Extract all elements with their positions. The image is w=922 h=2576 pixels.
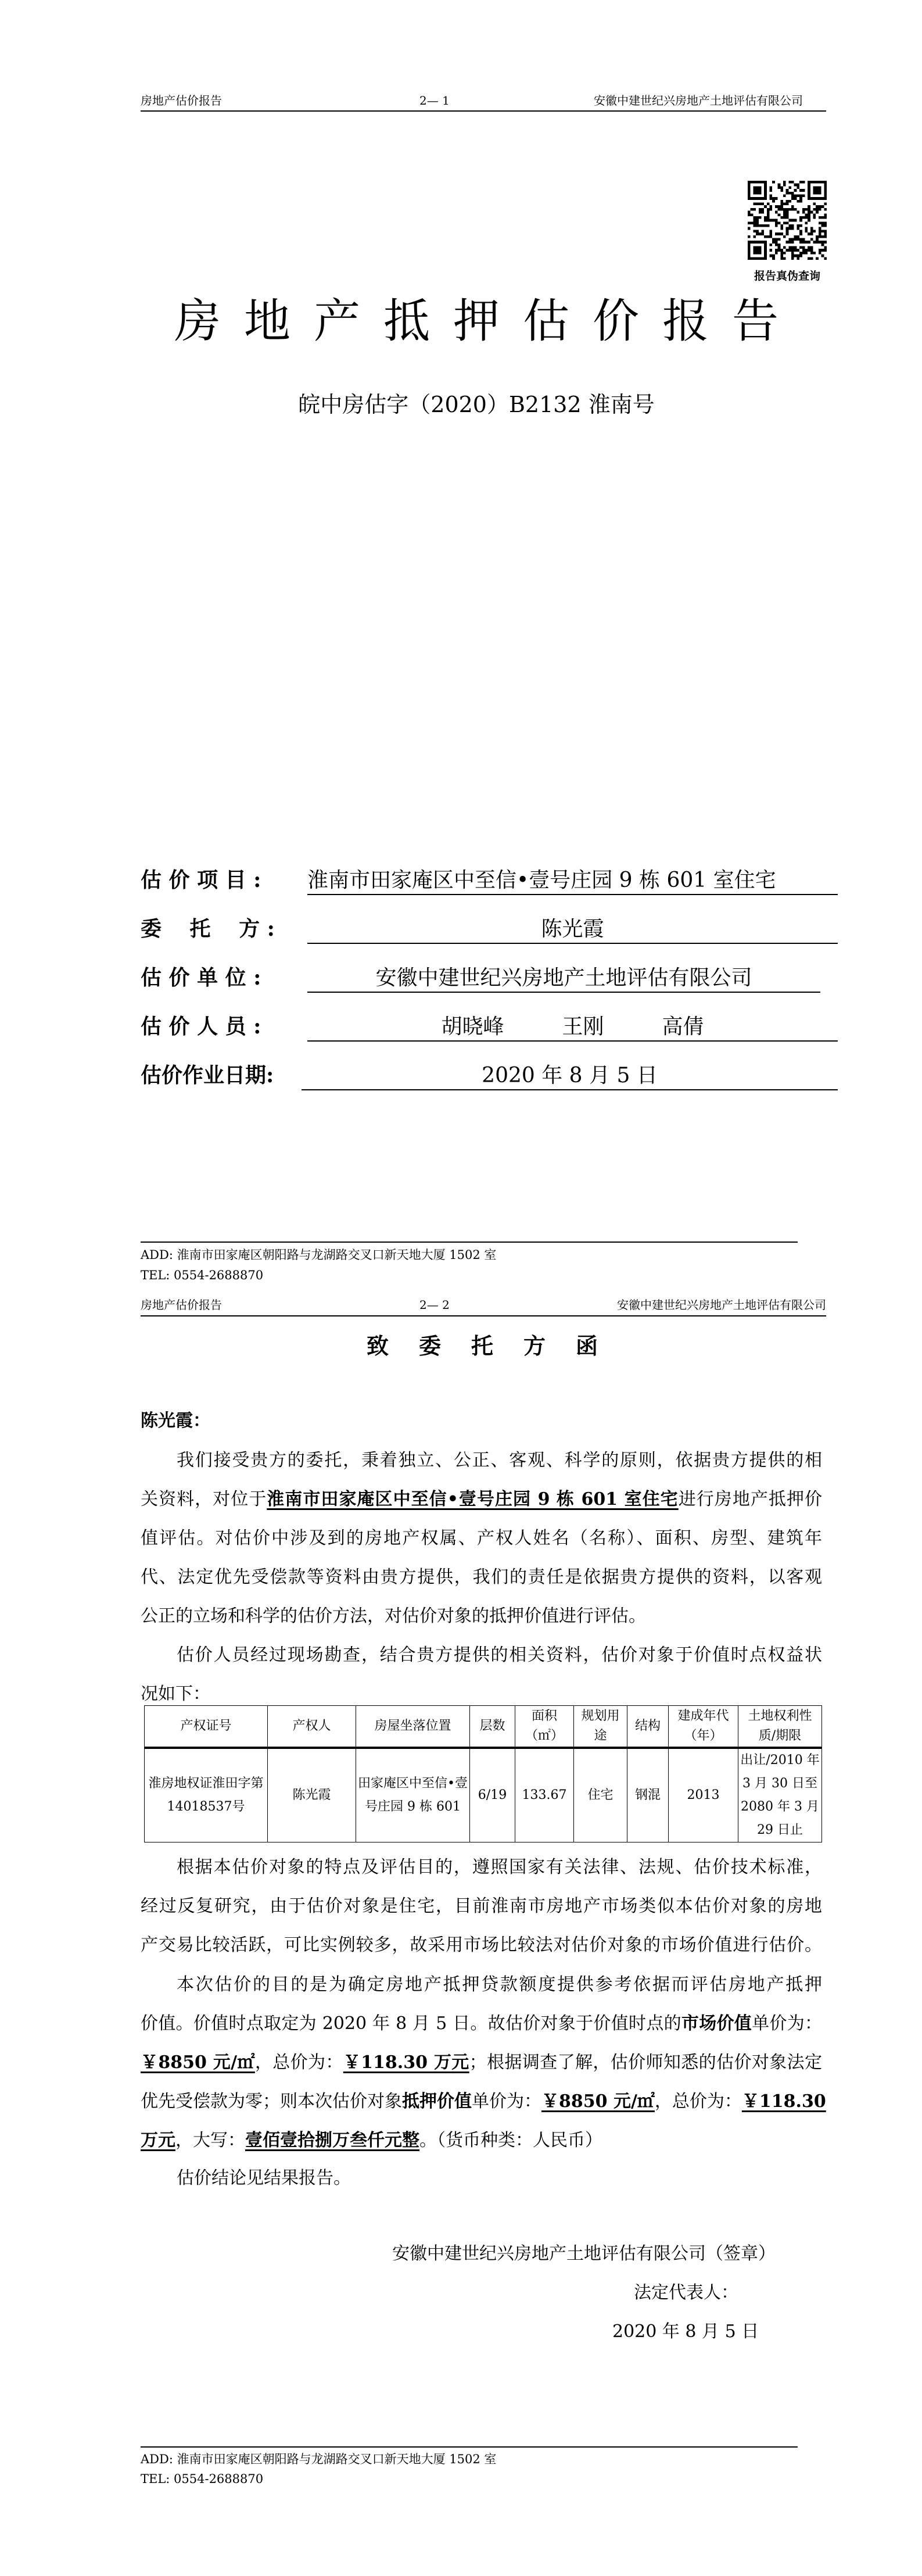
paragraph-line <box>141 2082 826 2121</box>
signature-company: 安徽中建世纪兴房地产土地评估有限公司（签章） <box>392 2244 776 2264</box>
paragraph-line <box>141 2159 822 2198</box>
text-segment: 代、法定优先受偿款等资料由贵方提供，我们的责任是依据贵方提供的资料，以客观 <box>141 1567 822 1587</box>
header-doc-type: 房地产估价报告 <box>141 94 222 108</box>
paragraph-line <box>141 1636 822 1675</box>
letter-salutation: 陈光霞： <box>141 1411 210 1431</box>
text-segment: 单价为： <box>752 2013 822 2034</box>
appraiser-name: 高倩 <box>662 1015 704 1039</box>
emphasized-text: ￥118.30 <box>741 2091 826 2112</box>
text-segment: 进行房地产抵押价 <box>678 1489 823 1509</box>
table-cell: 2013 <box>669 1748 738 1842</box>
paragraph-line <box>141 2121 822 2160</box>
text-segment: 产交易比较活跃，可比实例较多，故采用市场比较法对估价对象的市场价值进行估价。 <box>141 1935 822 1955</box>
header-page-number: 2— 1 <box>419 94 450 108</box>
footer-phone: TEL: 0554-2688870 <box>141 1268 264 1282</box>
table-header-row <box>145 1706 822 1748</box>
text-segment: 估价结论见结果报告。 <box>177 2168 351 2188</box>
table-cell: 出让/2010 年 3 月 30 日至 2080 年 3 月 29 日止 <box>738 1748 822 1842</box>
table-cell: 田家庵区中至信•壹号庄园 9 栋 601 <box>356 1748 470 1842</box>
field-value: 安徽中建世纪兴房地产土地评估有限公司 <box>307 965 820 993</box>
text-segment: ，大写： <box>175 2130 245 2151</box>
header-doc-type: 房地产估价报告 <box>141 1298 222 1312</box>
table-header-cell: 建成年代（年） <box>669 1706 738 1748</box>
text-segment: 价值。价值时点取定为 2020 年 8 月 5 日。故估价对象于价值时点的 <box>141 2013 681 2034</box>
header-company: 安徽中建世纪兴房地产土地评估有限公司 <box>594 94 803 108</box>
text-segment: 根据本估价对象的特点及评估目的，遵照国家有关法律、法规、估价技术标准， <box>177 1857 822 1877</box>
emphasized-text: 壹佰壹拾捌万叁仟元整 <box>245 2130 419 2151</box>
emphasized-text: ￥118.30 万元 <box>343 2052 469 2073</box>
paragraph-line <box>141 2043 822 2082</box>
text-segment: ，总价为： <box>654 2091 742 2112</box>
text-segment: 。（货币种类：人民币） <box>419 2130 602 2151</box>
field-label: 估 价 人 员 : <box>141 1014 261 1039</box>
text-segment: 值评估。对估价中涉及到的房地产权属、产权人姓名（名称）、面积、房型、建筑年 <box>141 1528 822 1548</box>
table-header-cell: 产权人 <box>268 1706 356 1748</box>
table-cell: 陈光霞 <box>268 1748 356 1842</box>
table-header-cell: 结构 <box>627 1706 669 1748</box>
paragraph-line <box>141 1558 822 1597</box>
letter-paragraph <box>141 1441 822 1636</box>
text-segment: ，总价为： <box>254 2052 343 2073</box>
text-segment: 况如下： <box>141 1684 210 1704</box>
paragraph-line <box>141 1965 822 2004</box>
field-appraisal-item <box>141 866 838 895</box>
header-company: 安徽中建世纪兴房地产土地评估有限公司 <box>617 1298 826 1312</box>
text-segment: 估价人员经过现场勘查，结合贵方提供的相关资料，估价对象于价值时点权益状 <box>177 1645 822 1665</box>
table-cell: 淮房地权证淮田字第14018537号 <box>145 1748 268 1842</box>
field-label: 委 托 方 : <box>141 917 275 941</box>
emphasized-text: ￥8850 元/㎡ <box>141 2052 255 2073</box>
table-header-cell: 产权证号 <box>145 1706 268 1748</box>
paragraph-line <box>141 2004 822 2043</box>
footer-divider <box>141 2446 798 2448</box>
field-label: 估价作业日期: <box>141 1063 274 1087</box>
table-header-cell: 面积（㎡） <box>515 1706 574 1748</box>
table-cell: 住宅 <box>574 1748 627 1842</box>
qr-code-icon <box>748 181 827 260</box>
text-segment: 我们接受贵方的委托，秉着独立、公正、客观、科学的原则，依据贵方提供的相 <box>177 1450 822 1471</box>
header-divider <box>141 110 826 112</box>
emphasized-text: 万元 <box>141 2130 175 2151</box>
emphasized-text: 淮南市田家庵区中至信•壹号庄园 9 栋 601 室住宅 <box>267 1489 679 1509</box>
signature-date: 2020 年 8 月 5 日 <box>612 2321 759 2342</box>
text-segment: 关资料，对位于 <box>141 1489 267 1509</box>
table-cell: 钢混 <box>627 1748 669 1842</box>
text-segment: 经过反复研究，由于估价对象是住宅，目前淮南市房地产市场类似本估价对象的房地 <box>141 1896 822 1916</box>
paragraph-line <box>141 1519 822 1558</box>
appraiser-name: 王刚 <box>562 1015 604 1039</box>
field-value <box>307 1014 838 1042</box>
table-header-cell: 规划用途 <box>574 1706 627 1748</box>
text-segment: 公正的立场和科学的估价方法，对估价对象的抵押价值进行评估。 <box>141 1606 646 1626</box>
paragraph-line <box>141 1441 822 1480</box>
letter-paragraph <box>141 1965 826 2160</box>
property-rights-table <box>144 1705 822 1842</box>
field-appraisal-date <box>141 1061 838 1090</box>
qr-caption: 报告真伪查询 <box>754 270 820 282</box>
field-value: 淮南市田家庵区中至信•壹号庄园 9 栋 601 室住宅 <box>307 867 838 895</box>
letter-title: 致委托方函 <box>366 1333 628 1359</box>
page-header <box>141 1297 826 1312</box>
letter-paragraph <box>141 2159 822 2198</box>
header-page-number: 2— 2 <box>419 1298 450 1312</box>
footer-divider <box>141 1242 798 1243</box>
field-appraisal-firm <box>141 964 838 993</box>
table-header-cell: 层数 <box>470 1706 515 1748</box>
page-header <box>141 93 826 108</box>
footer-address: ADD: 淮南市田家庵区朝阳路与龙湖路交叉口新天地大厦 1502 室 <box>141 2452 497 2466</box>
table-row <box>145 1748 822 1842</box>
paragraph-line <box>141 1597 822 1636</box>
text-segment: 优先受偿款为零；则本次估价对象 <box>141 2091 402 2112</box>
report-title: 房地产抵押估价报告 <box>174 294 802 348</box>
emphasized-text: 市场价值 <box>681 2013 752 2034</box>
footer-phone: TEL: 0554-2688870 <box>141 2472 264 2486</box>
text-segment: 单价为： <box>472 2091 541 2112</box>
signature-representative: 法定代表人： <box>634 2282 738 2303</box>
field-appraisers <box>141 1012 838 1042</box>
table-cell: 133.67 <box>515 1748 574 1842</box>
table-cell: 6/19 <box>470 1748 515 1842</box>
field-value: 陈光霞 <box>307 916 838 944</box>
emphasized-text: ￥8850 元/㎡ <box>541 2091 655 2112</box>
paragraph-line <box>141 1848 822 1887</box>
appraiser-name: 胡晓峰 <box>441 1015 504 1039</box>
field-client <box>141 915 838 944</box>
text-segment: 本次估价的目的是为确定房地产抵押贷款额度提供参考依据而评估房地产抵押 <box>177 1974 822 1995</box>
paragraph-line <box>141 1887 822 1926</box>
report-number: 皖中房估字（2020）B2132 淮南号 <box>298 392 655 417</box>
field-label: 估 价 单 位 : <box>141 965 261 990</box>
paragraph-line <box>141 1926 822 1965</box>
emphasized-text: 抵押价值 <box>402 2091 472 2112</box>
table-header-cell: 土地权利性质/期限 <box>738 1706 822 1748</box>
field-label: 估 价 项 目 : <box>141 868 261 892</box>
letter-paragraph <box>141 1636 822 1713</box>
header-divider <box>141 1315 826 1316</box>
letter-paragraph <box>141 1848 822 1965</box>
field-value: 2020 年 8 月 5 日 <box>302 1062 838 1090</box>
footer-address: ADD: 淮南市田家庵区朝阳路与龙湖路交叉口新天地大厦 1502 室 <box>141 1248 497 1262</box>
text-segment: ；根据调查了解，估价师知悉的估价对象法定 <box>469 2052 823 2073</box>
table-header-cell: 房屋坐落位置 <box>356 1706 470 1748</box>
paragraph-line <box>141 1480 822 1519</box>
